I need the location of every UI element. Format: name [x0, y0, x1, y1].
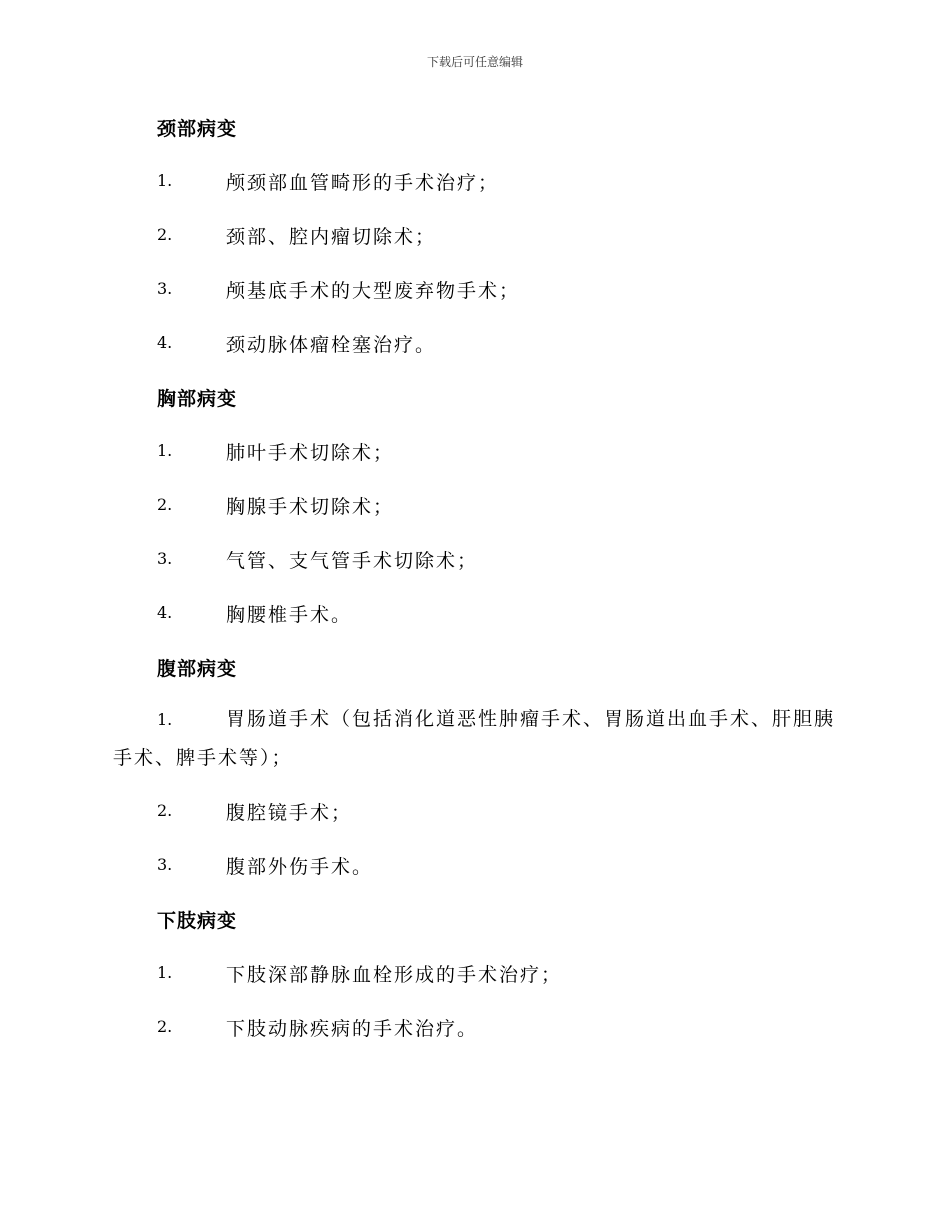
- item-text: 胸腰椎手术。: [226, 604, 353, 626]
- item-text: 颈部、腔内瘤切除术；: [226, 226, 437, 248]
- item-text: 腹部外伤手术。: [226, 856, 374, 878]
- item-text: 肺叶手术切除术；: [226, 442, 395, 464]
- page-header: 下载后可任意编辑: [426, 55, 523, 69]
- item-number: 3.: [157, 549, 173, 568]
- item-text: 腹腔镜手术；: [226, 802, 353, 824]
- item-text: 颅基底手术的大型废弃物手术；: [226, 280, 521, 302]
- item-text: 气管、支气管手术切除术；: [226, 550, 479, 572]
- item-number: 2.: [157, 495, 173, 514]
- section-heading-lower-limb: 下肢病变: [157, 910, 238, 932]
- section-heading-chest: 胸部病变: [157, 388, 238, 410]
- item-number: 3.: [157, 279, 173, 298]
- section-heading-abdomen: 腹部病变: [157, 658, 238, 680]
- item-number: 3.: [157, 855, 173, 874]
- item-number: 2.: [157, 801, 173, 820]
- item-text: 下肢动脉疾病的手术治疗。: [226, 1018, 479, 1040]
- item-text: 下肢深部静脉血栓形成的手术治疗；: [226, 964, 563, 986]
- item-number: 1.: [157, 441, 173, 460]
- item-text: 胸腺手术切除术；: [226, 496, 395, 518]
- item-number: 1.: [157, 963, 173, 982]
- item-number: 1.: [157, 710, 173, 729]
- item-text: 颅颈部血管畸形的手术治疗；: [226, 172, 500, 194]
- item-text: 胃肠道手术（包括消化道恶性肿瘤手术、胃肠道出血手术、肝胆胰手术、脾手术等）；: [113, 708, 836, 769]
- item-number: 1.: [157, 171, 173, 190]
- item-number: 2.: [157, 225, 173, 244]
- item-number: 2.: [157, 1017, 173, 1036]
- list-item: [113, 700, 838, 777]
- section-heading-neck: 颈部病变: [157, 118, 238, 140]
- item-number: 4.: [157, 603, 173, 622]
- item-number: 4.: [157, 333, 173, 352]
- item-text: 颈动脉体瘤栓塞治疗。: [226, 334, 437, 356]
